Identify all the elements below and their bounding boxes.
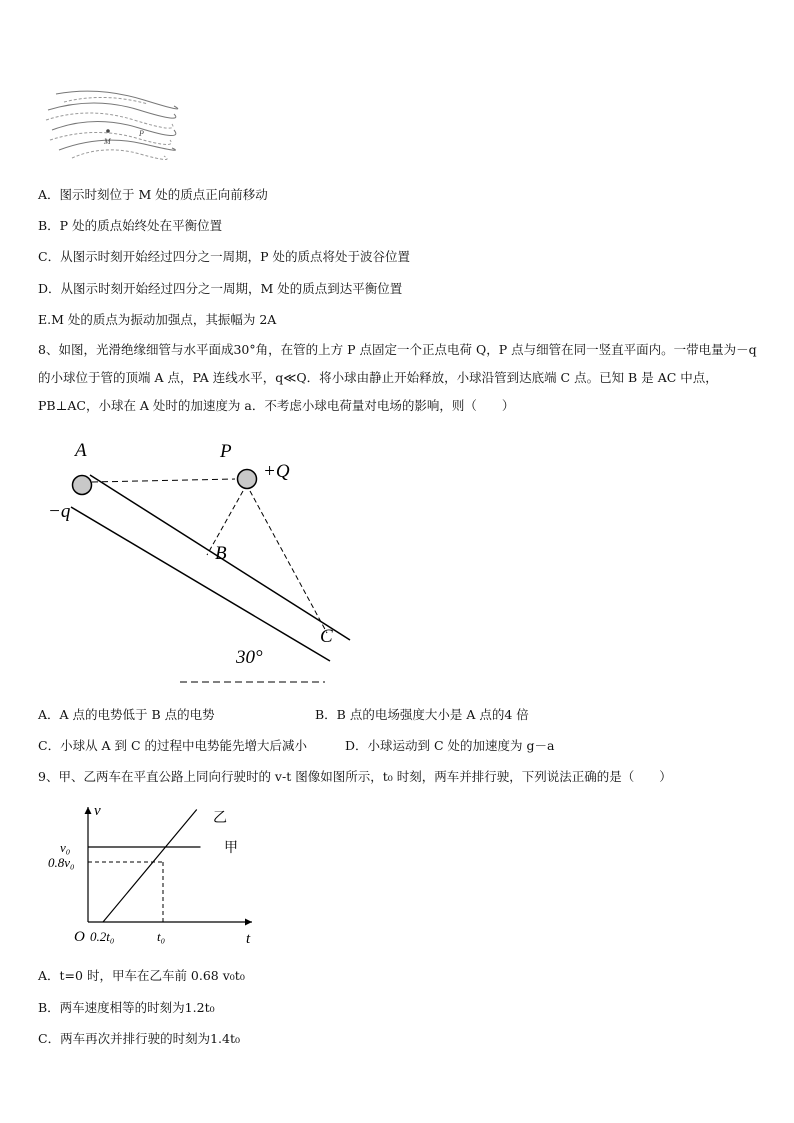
v-t-chart xyxy=(40,795,270,955)
q9-option-a: A．t=0 时，甲车在乙车前 0.68 v₀t₀ xyxy=(38,968,245,983)
dashed-line-pa xyxy=(92,479,235,482)
x-tick-label-t0: t₀ xyxy=(157,929,166,944)
wave-label-m: M xyxy=(104,137,111,146)
series-line-yi xyxy=(103,810,197,923)
q7-option-d: D．从图示时刻开始经过四分之一周期，M 处的质点到达平衡位置 xyxy=(38,281,403,296)
y-axis-label: v xyxy=(94,803,101,819)
wave-interference-figure xyxy=(44,84,179,164)
x-axis-label: t xyxy=(246,931,251,947)
q7-option-b: B．P 处的质点始终处在平衡位置 xyxy=(38,218,223,233)
q8-stem: 8、如图，光滑绝缘细管与水平面成30°角，在管的上方 P 点固定一个正点电荷 Q，P 点与细管在同一竖直平面内。一带电量为－q 的小球位于管的顶端 A 点，PA 连线水平，q≪Q．将小球由静止开始释放，小球沿管到达底端 C 点。已知 B 是 AC 中点，PB⊥AC，小球在 A 处时的加速度为 a．不考虑小球电荷量对电场的影响，则（ ） xyxy=(38,342,757,413)
tube-lower-wall xyxy=(71,507,330,661)
label-b: B xyxy=(215,543,227,564)
label-c: C xyxy=(320,626,333,647)
q8-option-a: A．A 点的电势低于 B 点的电势 xyxy=(38,707,215,722)
origin-label: O xyxy=(74,929,85,945)
q9-option-b: B．两车速度相等的时刻为1.2t₀ xyxy=(38,1000,215,1015)
series-label-yi: 乙 xyxy=(213,811,227,826)
ball-a xyxy=(73,476,92,495)
q8-option-b: B．B 点的电场强度大小是 A 点的4 倍 xyxy=(315,707,529,722)
charge-p xyxy=(238,470,257,489)
label-p: P xyxy=(220,441,232,462)
label-angle: 30° xyxy=(236,647,263,668)
q8-option-d: D．小球运动到 C 处的加速度为 g－a xyxy=(345,738,555,753)
y-tick-label-0.8v0: 0.8v₀ xyxy=(48,855,75,870)
q7-option-e: E.M 处的质点为振动加强点，其振幅为 2A xyxy=(38,312,277,327)
label-a: A xyxy=(75,440,87,461)
x-tick-label-0.2t0: 0.2t₀ xyxy=(90,929,115,944)
q7-option-c: C．从图示时刻开始经过四分之一周期，P 处的质点将处于波谷位置 xyxy=(38,249,410,264)
y-tick-label-v0: v₀ xyxy=(60,840,71,855)
label-minus-q: −q xyxy=(48,501,71,522)
label-plus-q: +Q xyxy=(263,461,290,482)
q9-stem: 9、甲、乙两车在平直公路上同向行驶时的 v-t 图像如图所示，t₀ 时刻，两车并排行驶，下列说法正确的是（ ） xyxy=(38,769,672,784)
series-label-jia: 甲 xyxy=(224,841,238,856)
q8-option-c: C．小球从 A 到 C 的过程中电势能先增大后减小 xyxy=(38,738,308,753)
wave-label-p: P xyxy=(139,129,144,138)
incline-tube-figure xyxy=(40,435,360,690)
dashed-line-pc xyxy=(250,491,327,633)
q7-option-a: A．图示时刻位于 M 处的质点正向前移动 xyxy=(38,187,268,202)
q9-option-c: C．两车再次并排行驶的时刻为1.4t₀ xyxy=(38,1031,240,1046)
